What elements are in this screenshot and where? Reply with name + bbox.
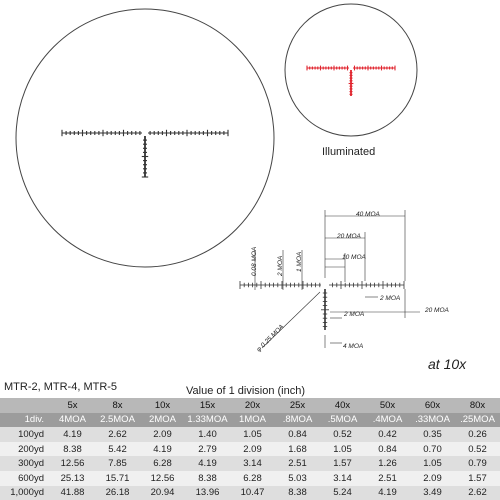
table-cell: 300yd	[0, 456, 50, 471]
table-cell: 3.14	[230, 456, 275, 471]
table-cell: 1,000yd	[0, 486, 50, 500]
table-cell: 2.09	[140, 427, 185, 442]
dim-label-008moa: 0.08 MOA	[251, 246, 258, 276]
main-reticle	[62, 130, 228, 177]
dim-label-4moa: 4 MOA	[343, 343, 364, 350]
table-cell: 6.28	[140, 456, 185, 471]
table-cell: 2.79	[185, 442, 230, 457]
dim-label-025moa: φ 0.25 MOA	[255, 323, 286, 354]
table-cell: 0.70	[410, 442, 455, 457]
table-division-row	[0, 413, 500, 428]
table-cell	[0, 398, 50, 413]
table-cell: 4.19	[140, 442, 185, 457]
division-value-table	[0, 398, 500, 500]
table-cell: 1.57	[320, 456, 365, 471]
table-cell: 0.52	[455, 442, 500, 457]
table-cell: 41.88	[50, 486, 95, 500]
table-cell: 0.84	[365, 442, 410, 457]
table-cell: 1MOA	[230, 413, 275, 428]
table-cell: 5.42	[95, 442, 140, 457]
dim-label-2moa-right: 2 MOA	[380, 295, 401, 302]
table-header-row	[0, 398, 500, 413]
table-cell: 26.18	[95, 486, 140, 500]
table-title: Value of 1 division (inch)	[186, 385, 306, 397]
table-cell: 1.40	[185, 427, 230, 442]
table-cell: 2MOA	[140, 413, 185, 428]
table-cell: 0.84	[275, 427, 320, 442]
table-cell: 10x	[140, 398, 185, 413]
dim-label-10moa: 10 MOA	[342, 254, 366, 261]
dim-label-20moa-bottom: 20 MOA	[425, 307, 449, 314]
table-cell: .33MOA	[410, 413, 455, 428]
table-cell: 20.94	[140, 486, 185, 500]
table-cell: 40x	[320, 398, 365, 413]
table-cell: 20x	[230, 398, 275, 413]
table-row	[0, 427, 500, 442]
table-cell: .8MOA	[275, 413, 320, 428]
illuminated-caption: Illuminated	[322, 146, 376, 158]
table-cell: 0.52	[320, 427, 365, 442]
table-cell: 0.26	[455, 427, 500, 442]
table-cell: 8x	[95, 398, 140, 413]
table-cell: 6.28	[230, 471, 275, 486]
table-cell: 0.42	[365, 427, 410, 442]
table-cell: 4.19	[185, 456, 230, 471]
table-cell: 3.49	[410, 486, 455, 500]
table-cell: 4MOA	[50, 413, 95, 428]
table-row	[0, 486, 500, 500]
table-cell: 13.96	[185, 486, 230, 500]
table-cell: 80x	[455, 398, 500, 413]
table-cell: 8.38	[185, 471, 230, 486]
table-cell: 1.05	[320, 442, 365, 457]
table-cell: 4.19	[365, 486, 410, 500]
table-cell: 600yd	[0, 471, 50, 486]
table-cell: 2.09	[410, 471, 455, 486]
table-cell: 4.19	[50, 427, 95, 442]
table-cell: 1.57	[455, 471, 500, 486]
table-cell: 10.47	[230, 486, 275, 500]
table-cell: 2.51	[365, 471, 410, 486]
table-cell: 100yd	[0, 427, 50, 442]
table-cell: 15x	[185, 398, 230, 413]
table-cell: 5.24	[320, 486, 365, 500]
table-cell: 25x	[275, 398, 320, 413]
magnification-note: at 10x	[428, 356, 467, 372]
table-cell: 2.51	[275, 456, 320, 471]
dim-label-1moa-vertical: 1 MOA	[296, 251, 303, 272]
table-row	[0, 471, 500, 486]
table-cell: 1.26	[365, 456, 410, 471]
table-cell: 12.56	[50, 456, 95, 471]
table-cell: 12.56	[140, 471, 185, 486]
table-cell: 2.5MOA	[95, 413, 140, 428]
table-cell: 0.79	[455, 456, 500, 471]
table-cell: 1.68	[275, 442, 320, 457]
models-title: MTR-2, MTR-4, MTR-5	[4, 381, 118, 393]
table-cell: 7.85	[95, 456, 140, 471]
dim-label-2moa-lower: 2 MOA	[344, 311, 365, 318]
table-cell: 200yd	[0, 442, 50, 457]
table-cell: 0.35	[410, 427, 455, 442]
table-cell: 8.38	[275, 486, 320, 500]
table-cell: 2.62	[455, 486, 500, 500]
table-cell: 2.62	[95, 427, 140, 442]
table-cell: 8.38	[50, 442, 95, 457]
table-cell: 3.14	[320, 471, 365, 486]
table-cell: .5MOA	[320, 413, 365, 428]
illuminated-reticle	[307, 66, 395, 96]
table-cell: .25MOA	[455, 413, 500, 428]
table-row	[0, 456, 500, 471]
table-cell: 1.05	[410, 456, 455, 471]
table-cell: 1div.	[0, 413, 50, 428]
table-cell: 15.71	[95, 471, 140, 486]
dim-label-20moa-top: 20 MOA	[337, 233, 361, 240]
table-cell: .4MOA	[365, 413, 410, 428]
table-row	[0, 442, 500, 457]
dim-label-2moa-vertical: 2 MOA	[277, 255, 284, 276]
table-cell: 25.13	[50, 471, 95, 486]
table-cell: 2.09	[230, 442, 275, 457]
table-cell: 60x	[410, 398, 455, 413]
table-cell: 1.33MOA	[185, 413, 230, 428]
table-cell: 5.03	[275, 471, 320, 486]
dim-label-40moa: 40 MOA	[356, 211, 380, 218]
table-cell: 5x	[50, 398, 95, 413]
reticle-dimension-diagram	[240, 281, 404, 330]
table-cell: 1.05	[230, 427, 275, 442]
table-cell: 50x	[365, 398, 410, 413]
